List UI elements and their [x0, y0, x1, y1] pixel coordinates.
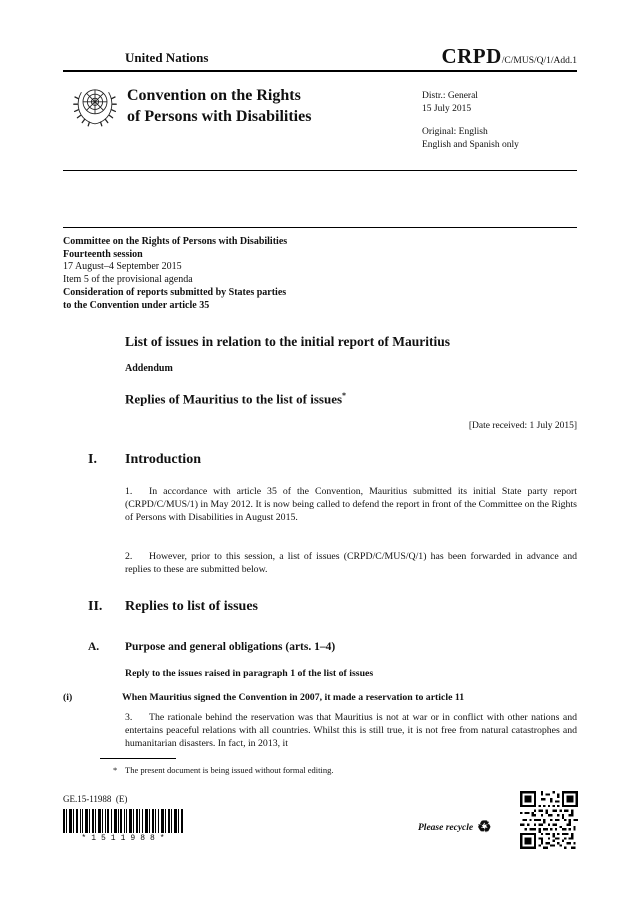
ge-number: GE.15-11988 (E) — [63, 794, 128, 804]
section-number: I. — [88, 452, 97, 467]
paragraph-1 — [125, 485, 577, 524]
document-subtitle-text: Replies of Mauritius to the list of issues — [125, 391, 343, 407]
paragraph-number: 1. — [125, 486, 133, 497]
section-heading-introduction — [88, 452, 577, 468]
item-number: (i) — [63, 692, 73, 703]
document-symbol — [441, 44, 577, 69]
agenda-title-line1: Consideration of reports submitted by States parties — [63, 286, 287, 298]
qr-code — [520, 791, 578, 849]
barcode — [63, 809, 183, 843]
subsection-heading-a — [88, 641, 577, 653]
document-symbol-main: CRPD — [441, 44, 502, 68]
spacer — [422, 116, 519, 126]
masthead-title-line2: of Persons with Disabilities — [127, 108, 312, 125]
footnote — [113, 765, 553, 775]
masthead-title-line1: Convention on the Rights — [127, 87, 301, 104]
footnote-marker: * — [113, 765, 118, 775]
barcode-text: *1511988* — [81, 834, 170, 843]
masthead-rule — [63, 170, 577, 171]
paragraph-number: 2. — [125, 551, 133, 562]
please-recycle — [418, 820, 491, 836]
paragraph-text: In accordance with article 35 of the Convention, Mauritius submitted its initial State party report (CRPD/C/MUS/1) in May 2012. It is now being called to defend the report in front of the Committee on the Rights of Persons with Disabilities in August 2015. — [125, 486, 577, 523]
subsection-number: A. — [88, 641, 100, 653]
item-heading-i — [63, 692, 577, 703]
section-number: II. — [88, 599, 103, 614]
footnote-rule — [100, 758, 176, 759]
footnote-text: The present document is being issued without formal editing. — [125, 765, 334, 775]
paragraph-3 — [125, 711, 577, 750]
recycle-icon: ♻ — [477, 819, 492, 836]
committee-name: Committee on the Rights of Persons with Disabilities — [63, 236, 288, 247]
agenda-item: Item 5 of the provisional agenda — [63, 274, 193, 286]
paragraph-text: The rationale behind the reservation was that Mauritius is not at war or in conflict with other nations and entertains peaceful relations with all countries. Whilst this is still true, it is not free from natural catastrophes and humanitarian disasters. In fact, in 2013, it — [125, 712, 577, 749]
section-title: Introduction — [125, 452, 201, 467]
document-subtitle — [125, 391, 346, 407]
languages-note: English and Spanish only — [422, 140, 519, 150]
document-title: List of issues in relation to the initial report of Mauritius — [125, 334, 450, 349]
item-title: When Mauritius signed the Convention in 2007, it made a reservation to article 11 — [122, 692, 465, 703]
org-name: United Nations — [125, 50, 209, 65]
paragraph-text: However, prior to this session, a list of issues (CRPD/C/MUS/Q/1) has been forwarded in advance and replies to these are submitted below. — [125, 551, 577, 575]
footnote-ref: * — [342, 391, 347, 400]
un-emblem-icon — [71, 81, 119, 129]
section-title: Replies to list of issues — [125, 599, 258, 614]
paragraph-2 — [125, 550, 577, 576]
date-received: [Date received: 1 July 2015] — [468, 421, 577, 431]
session-name: Fourteenth session — [63, 248, 143, 260]
section-heading-replies — [88, 599, 577, 615]
reply-heading: Reply to the issues raised in paragraph 1 of the list of issues — [125, 668, 374, 679]
session-block — [63, 236, 287, 312]
subsection-title: Purpose and general obligations (arts. 1–4) — [125, 641, 336, 653]
distr-line: Distr.: General — [422, 91, 478, 101]
original-language: Original: English — [422, 127, 488, 137]
please-recycle-label: Please recycle — [418, 823, 474, 833]
document-symbol-suffix: /C/MUS/Q/1/Add.1 — [501, 56, 577, 66]
doc-date: 15 July 2015 — [422, 104, 472, 114]
session-dates: 17 August–4 September 2015 — [63, 261, 182, 273]
masthead-title — [127, 85, 311, 127]
header-rule — [63, 70, 577, 72]
session-rule — [63, 227, 577, 228]
addendum-label: Addendum — [125, 363, 173, 374]
distribution-block — [422, 90, 519, 152]
agenda-title-line2: to the Convention under article 35 — [63, 299, 210, 311]
paragraph-number: 3. — [125, 712, 133, 723]
